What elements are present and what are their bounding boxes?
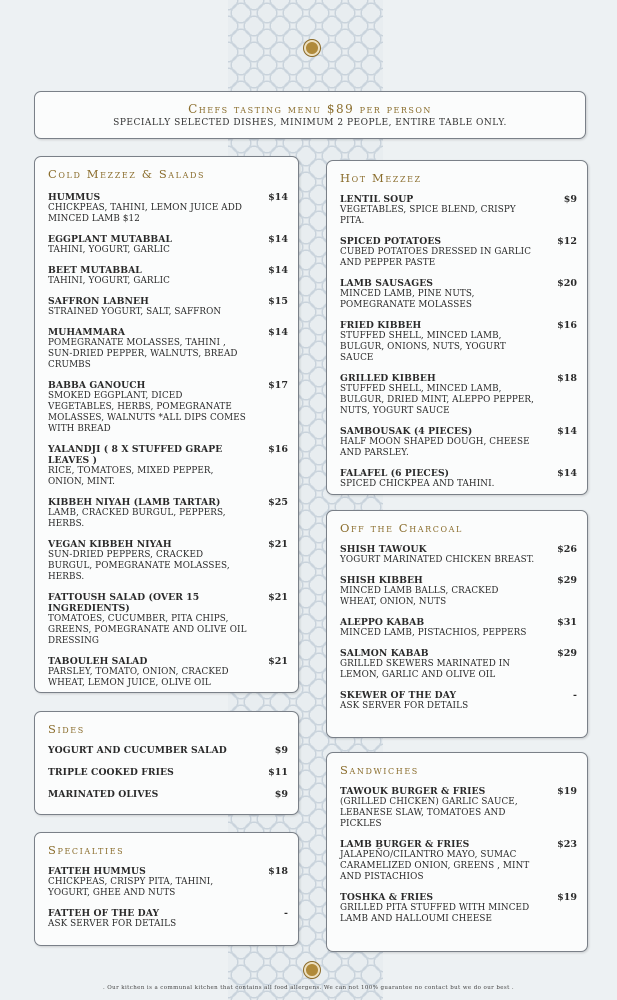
specialties-panel (34, 832, 299, 946)
menu-item (48, 234, 288, 256)
item-desc: YOGURT MARINATED CHICKEN BREAST. (340, 555, 535, 565)
item-desc: MINCED LAMB, PISTACHIOS, PEPPERS (340, 628, 527, 638)
item-name: BABBA GANOUCH (48, 380, 146, 391)
section-title: Specialties (48, 843, 125, 857)
item-price: $9 (563, 194, 577, 205)
menu-item (48, 296, 288, 318)
item-name: SALMON KABAB (340, 648, 429, 659)
charcoal-panel (326, 510, 588, 738)
menu-item (340, 617, 577, 639)
item-name: TABOULEH SALAD (48, 656, 148, 667)
item-name: TRIPLE COOKED FRIES (48, 767, 174, 778)
item-desc: SPICED CHICKPEA AND TAHINI. (340, 479, 495, 489)
allergen-footer: . Our kitchen is a communal kitchen that contains all food allergens. We can not 100% guarantee no contact but we do our best . (102, 985, 515, 991)
menu-item (48, 380, 288, 435)
item-price: $12 (557, 236, 577, 247)
item-price: $17 (268, 380, 288, 391)
item-price: $14 (557, 468, 577, 479)
item-price: $31 (557, 617, 577, 628)
menu-item (340, 426, 577, 459)
item-name: FATTEH HUMMUS (48, 866, 146, 877)
menu-item (340, 468, 577, 490)
item-name: YOGURT AND CUCUMBER SALAD (48, 745, 227, 756)
section-title: Off the Charcoal (340, 521, 463, 535)
menu-item (340, 839, 577, 883)
menu-item (48, 592, 288, 647)
menu-item (340, 194, 577, 227)
section-title: Sides (48, 722, 85, 736)
tasting-menu-title: Chefs tasting menu $89 per person (188, 102, 432, 116)
item-name: SHISH KIBBEH (340, 575, 423, 586)
menu-item (340, 648, 577, 681)
item-name: LENTIL SOUP (340, 194, 414, 205)
item-price: $18 (268, 866, 288, 877)
item-desc: RICE, TOMATOES, MIXED PEPPER, ONION, MINT. (48, 466, 214, 487)
item-desc: STUFFED SHELL, MINCED LAMB, BULGUR, DRIED MINT, ALEPPO PEPPER, NUTS, YOGURT SAUCE (340, 384, 535, 416)
item-price: $29 (557, 648, 577, 659)
item-name: KIBBEH NIYAH (LAMB TARTAR) (48, 497, 221, 508)
hot-mezzez-panel (326, 160, 588, 495)
tasting-menu-subtitle: SPECIALLY SELECTED DISHES, MINIMUM 2 PEOPLE, ENTIRE TABLE ONLY. (113, 118, 507, 128)
item-price: $11 (268, 767, 288, 778)
item-name: SHISH TAWOUK (340, 544, 427, 555)
item-name: FATTEH OF THE DAY (48, 908, 160, 919)
item-price: $25 (268, 497, 288, 508)
item-name: LAMB SAUSAGES (340, 278, 434, 289)
item-desc: PARSLEY, TOMATO, ONION, CRACKED WHEAT, LEMON JUICE, OLIVE OIL (48, 667, 229, 688)
menu-item (48, 656, 288, 689)
item-price: $14 (268, 192, 288, 203)
item-name: TAWOUK BURGER & FRIES (340, 786, 486, 797)
item-desc: VEGETABLES, SPICE BLEND, CRISPY PITA. (340, 205, 516, 226)
menu-item (48, 444, 288, 488)
item-desc: CHICKPEAS, TAHINI, LEMON JUICE ADD MINCED LAMB $12 (48, 203, 243, 224)
section-title: Cold Mezzez & Salads (48, 167, 206, 181)
item-desc: TAHINI, YOGURT, GARLIC (48, 245, 170, 255)
item-name: EGGPLANT MUTABBAL (48, 234, 173, 245)
item-price: $16 (268, 444, 288, 455)
menu-item (48, 497, 288, 530)
item-price: $20 (557, 278, 577, 289)
item-desc: STRAINED YOGURT, SALT, SAFFRON (48, 307, 222, 317)
item-desc: ASK SERVER FOR DETAILS (340, 701, 469, 711)
item-desc: TAHINI, YOGURT, GARLIC (48, 276, 170, 286)
item-desc: SUN-DRIED PEPPERS, CRACKED BURGUL, POMEGRANATE MOLASSES, HERBS. (48, 550, 230, 582)
item-desc: ASK SERVER FOR DETAILS (48, 919, 177, 929)
item-price: $19 (557, 786, 577, 797)
menu-item (340, 575, 577, 608)
item-desc: MINCED LAMB BALLS, CRACKED WHEAT, ONION, NUTS (340, 586, 499, 607)
item-price: $26 (557, 544, 577, 555)
menu-item (48, 192, 288, 225)
item-desc: CHICKPEAS, CRISPY PITA, TAHINI, YOGURT, GHEE AND NUTS (48, 877, 214, 898)
item-name: HUMMUS (48, 192, 101, 203)
item-price: $9 (274, 789, 288, 800)
item-name: SKEWER OF THE DAY (340, 690, 457, 701)
cold-mezzez-panel (34, 156, 299, 693)
item-price: $18 (557, 373, 577, 384)
item-name: SPICED POTATOES (340, 236, 442, 247)
item-name: MUHAMMARA (48, 327, 126, 338)
menu-item (340, 544, 577, 566)
item-price: $14 (268, 234, 288, 245)
item-desc: SMOKED EGGPLANT, DICED VEGETABLES, HERBS, POMEGRANATE MOLASSES, WALNUTS *ALL DIPS COMES WITH BREAD (48, 391, 246, 434)
item-price: - (573, 690, 577, 701)
item-desc: CUBED POTATOES DRESSED IN GARLIC AND PEPPER PASTE (340, 247, 532, 268)
menu-item (48, 265, 288, 287)
menu-item (48, 767, 288, 778)
item-price: $15 (268, 296, 288, 307)
item-name: FALAFEL (6 PIECES) (340, 468, 450, 479)
item-price: $29 (557, 575, 577, 586)
item-name: GRILLED KIBBEH (340, 373, 436, 384)
item-desc: GRILLED SKEWERS MARINATED IN LEMON, GARLIC AND OLIVE OIL (340, 659, 511, 680)
tasting-menu-banner (34, 91, 586, 139)
menu-item (48, 789, 288, 800)
menu-item (340, 278, 577, 311)
item-desc: (GRILLED CHICKEN) GARLIC SAUCE, LEBANESE SLAW, TOMATOES AND PICKLES (340, 797, 518, 829)
menu-item (48, 908, 288, 930)
item-name: FRIED KIBBEH (340, 320, 422, 331)
section-title: Hot Mezzez (340, 171, 422, 185)
item-desc: TOMATOES, CUCUMBER, PITA CHIPS, GREENS, POMEGRANATE AND OLIVE OIL DRESSING (48, 614, 247, 646)
item-name: YALANDJI ( 8 X STUFFED GRAPE LEAVES ) (48, 444, 223, 466)
menu-item (340, 373, 577, 417)
menu-item (48, 866, 288, 899)
item-name: VEGAN KIBBEH NIYAH (48, 539, 172, 550)
sides-panel (34, 711, 299, 815)
section-title: Sandwiches (340, 763, 419, 777)
item-price: $14 (268, 327, 288, 338)
item-price: $21 (268, 592, 288, 603)
menu-item (340, 236, 577, 269)
item-price: $23 (557, 839, 577, 850)
item-name: FATTOUSH SALAD (OVER 15 INGREDIENTS) (48, 592, 200, 614)
item-desc: POMEGRANATE MOLASSES, TAHINI , SUN-DRIED PEPPER, WALNUTS, BREAD CRUMBS (48, 338, 238, 370)
item-desc: HALF MOON SHAPED DOUGH, CHEESE AND PARSLEY. (340, 437, 530, 458)
menu-item (340, 892, 577, 925)
item-desc: LAMB, CRACKED BURGUL, PEPPERS, HERBS. (48, 508, 226, 529)
item-name: ALEPPO KABAB (340, 617, 425, 628)
menu-item (48, 327, 288, 371)
item-name: SAMBOUSAK (4 PIECES) (340, 426, 473, 437)
menu-item (340, 690, 577, 712)
menu-item (48, 745, 288, 756)
gold-medallion-top-icon (304, 40, 320, 56)
item-price: $16 (557, 320, 577, 331)
item-name: SAFFRON LABNEH (48, 296, 149, 307)
item-desc: GRILLED PITA STUFFED WITH MINCED LAMB AND HALLOUMI CHEESE (340, 903, 530, 924)
item-price: $9 (274, 745, 288, 756)
menu-item (340, 320, 577, 364)
item-price: $21 (268, 539, 288, 550)
sandwiches-panel (326, 752, 588, 952)
gold-medallion-bottom-icon (304, 962, 320, 978)
item-name: TOSHKA & FRIES (340, 892, 434, 903)
menu-item (340, 786, 577, 830)
item-name: LAMB BURGER & FRIES (340, 839, 470, 850)
item-desc: MINCED LAMB, PINE NUTS, POMEGRANATE MOLASSES (340, 289, 475, 310)
item-name: BEET MUTABBAL (48, 265, 142, 276)
menu-item (48, 539, 288, 583)
item-desc: JALAPEÑO/CILANTRO MAYO, SUMAC CARAMELIZED ONION, GREENS , MINT AND PISTACHIOS (340, 850, 530, 882)
item-price: $19 (557, 892, 577, 903)
item-price: - (284, 908, 288, 919)
item-name: MARINATED OLIVES (48, 789, 159, 800)
item-desc: STUFFED SHELL, MINCED LAMB, BULGUR, ONIONS, NUTS, YOGURT SAUCE (340, 331, 506, 363)
item-price: $14 (557, 426, 577, 437)
item-price: $21 (268, 656, 288, 667)
item-price: $14 (268, 265, 288, 276)
